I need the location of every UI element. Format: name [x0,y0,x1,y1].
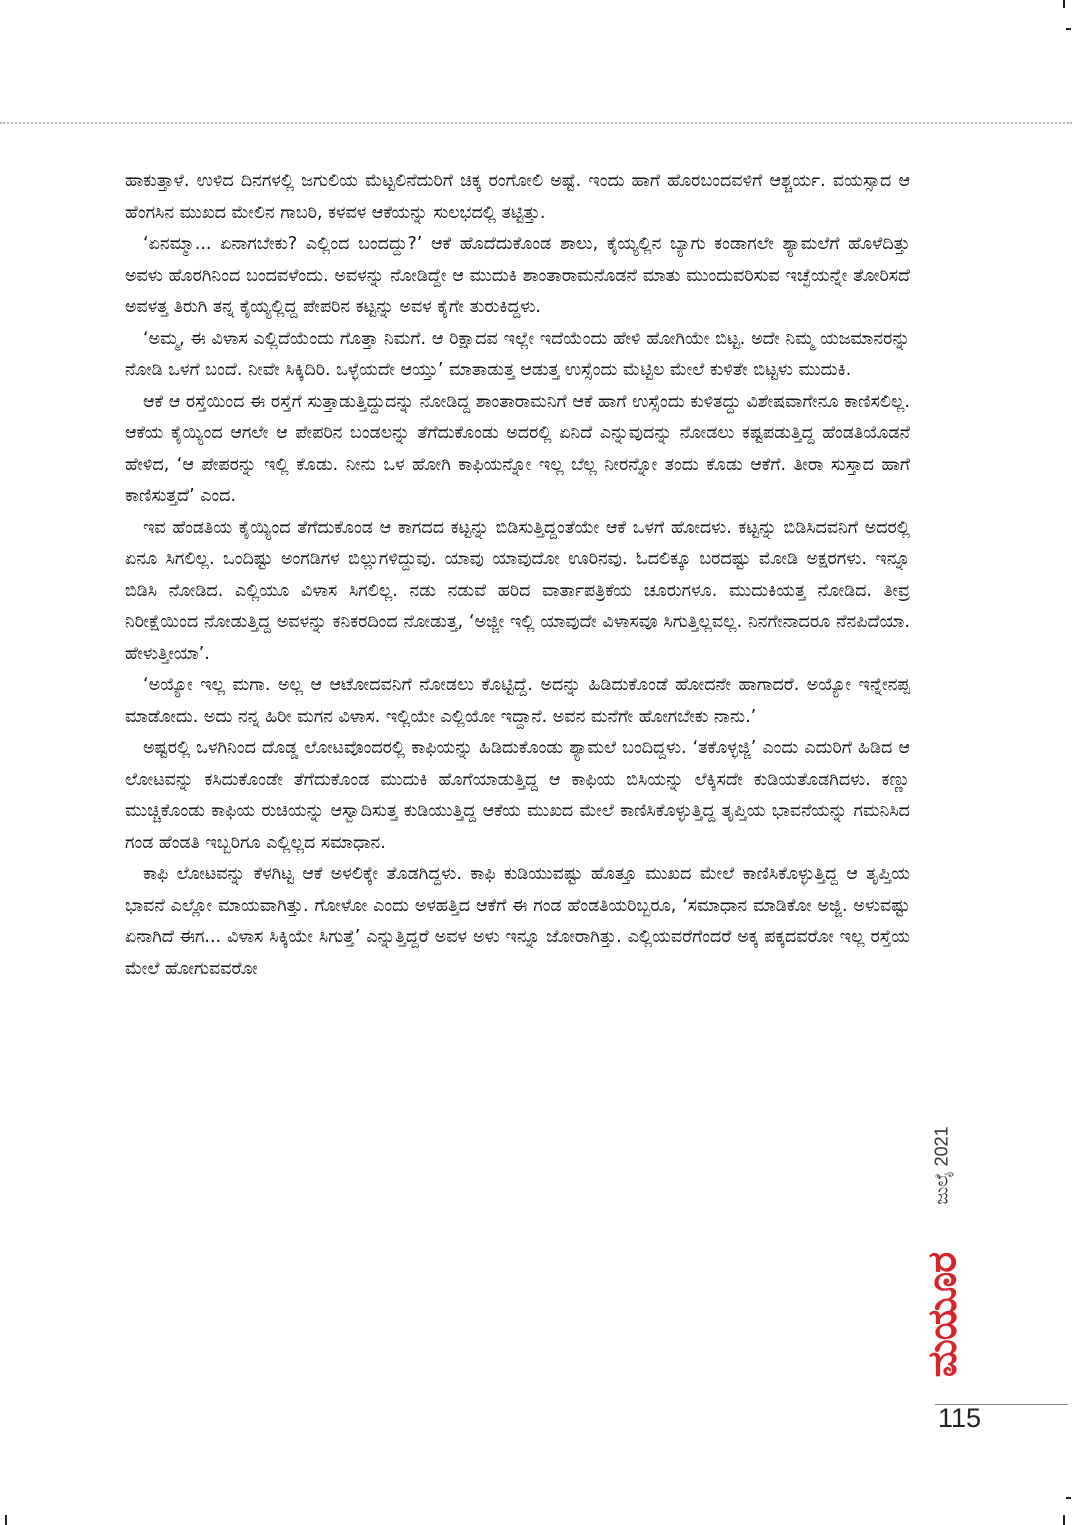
paragraph: ‘ಅಯ್ಯೋ ಇಲ್ಲ ಮಗಾ. ಅಲ್ಲ ಆ ಆಟೋದವನಿಗೆ ನೋಡಲು ಕೊಟ್ಟಿದ್ದೆ. ಅದನ್ನು ಹಿಡಿದುಕೊಂಡೆ ಹೋದನೇ ಹಾಗಾದರೆ. ಅಯ್ಯೋ ಇನ್ನೇನಪ್ಪ ಮಾಡೋದು. ಅದು ನನ್ನ ಹಿರೀ ಮಗನ ವಿಳಾಸ. ಇಲ್ಲಿಯೇ ಎಲ್ಲಿಯೋ ಇದ್ದಾನೆ. ಅವನ ಮನೆಗೇ ಹೋಗಬೇಕು ನಾನು.’ [125,675,910,727]
page-number: 115 [938,1403,982,1433]
paragraph: ಇವ ಹೆಂಡತಿಯ ಕೈಯ್ಯಿಂದ ತೆಗೆದುಕೊಂಡ ಆ ಕಾಗದದ ಕಟ್ಟನ್ನು ಬಿಡಿಸುತ್ತಿದ್ದಂತೆಯೇ ಆಕೆ ಒಳಗೆ ಹೋದಳು. ಕಟ್ಟನ್ನು ಬಿಡಿಸಿದವನಿಗೆ ಅದರಲ್ಲಿ ಏನೂ ಸಿಗಲಿಲ್ಲ. ಒಂದಿಷ್ಟು ಅಂಗಡಿಗಳ ಬಿಲ್ಲುಗಳಿದ್ದುವು. ಯಾವು ಯಾವುದೋ ಊರಿನವು. ಓದಲಿಕ್ಕೂ ಬರದಷ್ಟು ಮೋಡಿ ಅಕ್ಷರಗಳು. ಇನ್ನೂ ಬಿಡಿಸಿ ನೋಡಿದ. ಎಲ್ಲಿಯೂ ವಿಳಾಸ ಸಿಗಲಿಲ್ಲ. ನಡು ನಡುವೆ ಹರಿದ ವಾರ್ತಾಪತ್ರಿಕೆಯ ಚೂರುಗಳೂ. ಮುದುಕಿಯತ್ತ ನೋಡಿದ. ತೀವ್ರ ನಿರೀಕ್ಷೆಯಿಂದ ನೋಡುತ್ತಿದ್ದ ಅವಳನ್ನು ಕನಿಕರದಿಂದ ನೋಡುತ್ತ, ‘ಅಜ್ಜೀ ಇಲ್ಲಿ ಯಾವುದೇ ವಿಳಾಸವೂ ಸಿಗುತ್ತಿಲ್ಲವಲ್ಲ. ನಿನಗೇನಾದರೂ ನೆನಪಿದೆಯಾ. ಹೇಳುತ್ತೀಯಾ’. [125,517,910,664]
issue-date-text: ಜುಲೈ 2021 [931,1125,952,1205]
article-body [125,166,910,985]
paragraph: ಅಷ್ಟರಲ್ಲಿ ಒಳಗಿನಿಂದ ದೊಡ್ಡ ಲೋಟವೊಂದರಲ್ಲಿ ಕಾಫಿಯನ್ನು ಹಿಡಿದುಕೊಂಡು ಶ್ಯಾಮಲೆ ಬಂದಿದ್ದಳು. ‘ತಕೊಳ್ಳಜ್ಜಿ’ ಎಂದು ಎದುರಿಗೆ ಹಿಡಿದ ಆ ಲೋಟವನ್ನು ಕಸಿದುಕೊಂಡೇ ತೆಗೆದುಕೊಂಡ ಮುದುಕಿ ಹೊಗೆಯಾಡುತ್ತಿದ್ದ ಆ ಕಾಫಿಯ ಬಿಸಿಯನ್ನು ಲೆಕ್ಕಿಸದೇ ಕುಡಿಯತೊಡಗಿದಳು. ಕಣ್ಣು ಮುಚ್ಚಿಕೊಂಡು ಕಾಫಿಯ ರುಚಿಯನ್ನು ಆಸ್ವಾದಿಸುತ್ತ ಕುಡಿಯುತ್ತಿದ್ದ ಆಕೆಯ ಮುಖದ ಮೇಲೆ ಕಾಣಿಸಿಕೊಳ್ಳುತ್ತಿದ್ದ ತೃಪ್ತಿಯ ಭಾವನೆಯನ್ನು ಗಮನಿಸಿದ ಗಂಡ ಹೆಂಡತಿ ಇಬ್ಬರಿಗೂ ಎಲ್ಲಿಲ್ಲದ ಸಮಾಧಾನ. [125,738,910,853]
crop-mark-bottom-right [1063,1515,1065,1525]
paragraph: ಆಕೆ ಆ ರಸ್ತೆಯಿಂದ ಈ ರಸ್ತೆಗೆ ಸುತ್ತಾಡುತ್ತಿದ್ದುದನ್ನು ನೋಡಿದ್ದ ಶಾಂತಾರಾಮನಿಗೆ ಆಕೆ ಹಾಗೆ ಉಸ್ಸೆಂದು ಕುಳಿತದ್ದು ವಿಶೇಷವಾಗೇನೂ ಕಾಣಿಸಲಿಲ್ಲ. ಆಕೆಯ ಕೈಯ್ಯಿಂದ ಆಗಲೇ ಆ ಪೇಪರಿನ ಬಂಡಲನ್ನು ತೆಗೆದುಕೊಂಡು ಅದರಲ್ಲಿ ಏನಿದೆ ಎನ್ನುವುದನ್ನು ನೋಡಲು ಕಷ್ಟಪಡುತ್ತಿದ್ದ ಹೆಂಡತಿಯೊಡನೆ ಹೇಳಿದ, ‘ಆ ಪೇಪರನ್ನು ಇಲ್ಲಿ ಕೊಡು. ನೀನು ಒಳ ಹೋಗಿ ಕಾಫಿಯನ್ನೋ ಇಲ್ಲ ಬೆಲ್ಲ ನೀರನ್ನೋ ತಂದು ಕೊಡು ಆಕೆಗೆ. ತೀರಾ ಸುಸ್ತಾದ ಹಾಗೆ ಕಾಣಿಸುತ್ತದೆ’ ಎಂದ. [125,391,910,506]
magazine-logo [912,1230,972,1400]
paragraph: ಕಾಫಿ ಲೋಟವನ್ನು ಕೆಳಗಿಟ್ಟ ಆಕೆ ಅಳಲಿಕ್ಕೇ ತೊಡಗಿದ್ದಳು. ಕಾಫಿ ಕುಡಿಯುವಷ್ಟು ಹೊತ್ತೂ ಮುಖದ ಮೇಲೆ ಕಾಣಿಸಿಕೊಳ್ಳುತ್ತಿದ್ದ ಆ ತೃಪ್ತಿಯ ಭಾವನೆ ಎಲ್ಲೋ ಮಾಯವಾಗಿತ್ತು. ಗೋಳೋ ಎಂದು ಅಳಹತ್ತಿದ ಆಕೆಗೆ ಈ ಗಂಡ ಹೆಂಡತಿಯರಿಬ್ಬರೂ, ‘ಸಮಾಧಾನ ಮಾಡಿಕೋ ಅಜ್ಜಿ. ಅಳುವಷ್ಟು ಏನಾಗಿದೆ ಈಗ... ವಿಳಾಸ ಸಿಕ್ಕಿಯೇ ಸಿಗುತ್ತೆ’ ಎನ್ನುತ್ತಿದ್ದರೆ ಅವಳ ಅಳು ಇನ್ನೂ ಜೋರಾಗಿತ್ತು. ಎಲ್ಲಿಯವರೆಗೆಂದರೆ ಅಕ್ಕ ಪಕ್ಕದವರೋ ಇಲ್ಲ ರಸ್ತೆಯ ಮೇಲೆ ಹೋಗುವವರೋ [125,864,910,979]
crop-mark-top-right-tick [1066,28,1071,30]
page-sidebar [912,1110,972,1400]
header-dotted-rule [0,122,1072,124]
crop-mark-bottom-right-tick [1066,1497,1071,1499]
crop-mark-top-right [1063,0,1065,8]
paragraph: ‘ಏನಮ್ಮಾ... ಏನಾಗಬೇಕು? ಎಲ್ಲಿಂದ ಬಂದದ್ದು?’ ಆಕೆ ಹೊದೆದುಕೊಂಡ ಶಾಲು, ಕೈಯ್ಯಲ್ಲಿನ ಬ್ಯಾಗು ಕಂಡಾಗಲೇ ಶ್ಯಾಮಲೆಗೆ ಹೊಳೆದಿತ್ತು ಅವಳು ಹೊರಗಿನಿಂದ ಬಂದವಳೆಂದು. ಅವಳನ್ನು ನೋಡಿದ್ದೇ ಆ ಮುದುಕಿ ಶಾಂತಾರಾಮನೊಡನೆ ಮಾತು ಮುಂದುವರಿಸುವ ಇಚ್ಛೆಯನ್ನೇ ತೋರಿಸದೆ ಅವಳತ್ತ ತಿರುಗಿ ತನ್ನ ಕೈಯ್ಯಲ್ಲಿದ್ದ ಪೇಪರಿನ ಕಟ್ಟನ್ನು ಅವಳ ಕೈಗೇ ತುರುಕಿದ್ದಳು. [125,234,910,317]
paragraph: ಹಾಕುತ್ತಾಳೆ. ಉಳಿದ ದಿನಗಳಲ್ಲಿ ಜಗುಲಿಯ ಮೆಟ್ಟಲಿನೆದುರಿಗೆ ಚಿಕ್ಕ ರಂಗೋಲಿ ಅಷ್ಟೆ. ಇಂದು ಹಾಗೆ ಹೊರಬಂದವಳಿಗೆ ಆಶ್ಚರ್ಯ. ವಯಸ್ಸಾದ ಆ ಹೆಂಗಸಿನ ಮುಖದ ಮೇಲಿನ ಗಾಬರಿ, ಕಳವಳ ಆಕೆಯನ್ನು ಸುಲಭದಲ್ಲಿ ತಟ್ಟಿತ್ತು. [125,171,910,223]
issue-date [912,1110,972,1220]
paragraph: ‘ಅಮ್ಮ, ಈ ವಿಳಾಸ ಎಲ್ಲಿದೆಯೆಂದು ಗೊತ್ತಾ ನಿಮಗೆ. ಆ ರಿಕ್ಷಾದವ ಇಲ್ಲೇ ಇದೆಯೆಂದು ಹೇಳಿ ಹೋಗಿಯೇ ಬಿಟ್ಟ. ಅದೇ ನಿಮ್ಮ ಯಜಮಾನರನ್ನು ನೋಡಿ ಒಳಗೆ ಬಂದೆ. ನೀವೇ ಸಿಕ್ಕಿದಿರಿ. ಒಳ್ಳೆಯದೇ ಆಯ್ತು’ ಮಾತಾಡುತ್ತ ಆಡುತ್ತ ಉಸ್ಸೆಂದು ಮೆಟ್ಟಿಲ ಮೇಲೆ ಕುಳಿತೇ ಬಿಟ್ಟಳು ಮುದುಕಿ. [125,328,910,380]
magazine-logo-text: ಮಯೂರ [919,1252,965,1378]
crop-mark-bottom-left [5,1515,7,1525]
